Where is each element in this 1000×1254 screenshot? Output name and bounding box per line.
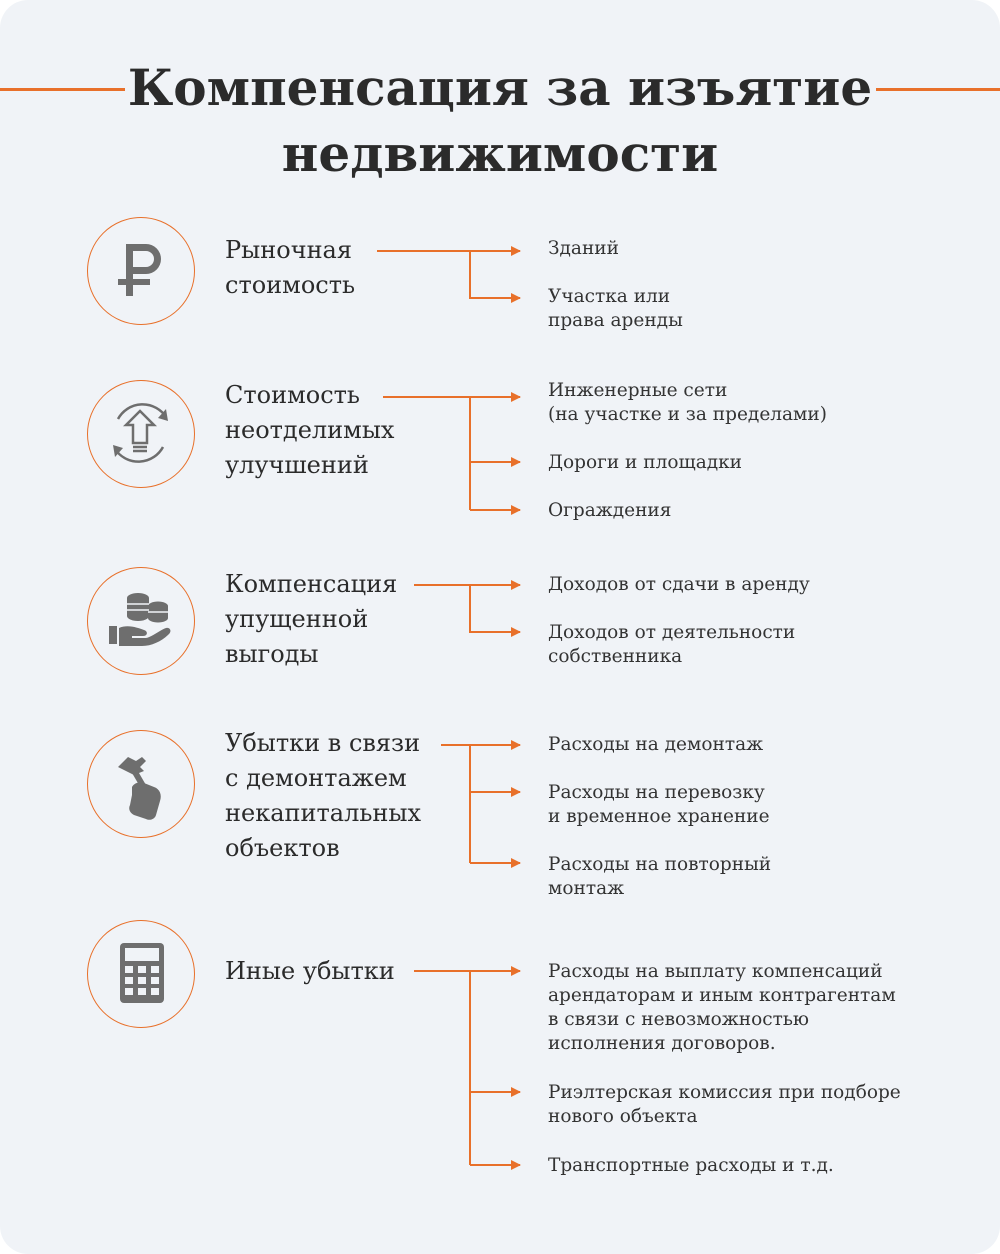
item-label-3-1: Доходов от сдачи в аренду xyxy=(548,574,810,595)
category-label-2: Стоимость неотделимых улучшений xyxy=(225,381,395,479)
item-label-1-1: Зданий xyxy=(548,238,619,259)
category-icon-circle-2 xyxy=(87,380,195,488)
connector-2 xyxy=(383,397,520,510)
item-label-3-2: Доходов от деятельности собственника xyxy=(548,622,796,667)
category-icon-circle-5 xyxy=(87,920,195,1028)
page-title-line2: недвижимости xyxy=(281,124,719,183)
page-title-line1: Компенсация за изъятие xyxy=(127,58,873,117)
coins-in-hand-icon xyxy=(88,568,193,673)
item-label-4-1: Расходы на демонтаж xyxy=(548,734,764,755)
item-label-2-2: Дороги и площадки xyxy=(548,452,743,473)
category-icon-circle-3 xyxy=(87,567,195,675)
item-label-1-2: Участка или права аренды xyxy=(548,286,683,331)
category-icon-circle-4 xyxy=(87,730,195,838)
item-label-2-1: Инженерные сети (на участке и за пределами) xyxy=(548,380,827,425)
hammer-in-hand-icon xyxy=(88,731,193,836)
ruble-icon xyxy=(88,218,193,323)
connector-5 xyxy=(414,971,520,1165)
item-label-4-3: Расходы на повторный монтаж xyxy=(548,854,772,899)
category-label-4: Убытки в связи с демонтажем некапитальных объектов xyxy=(225,729,422,862)
connector-4 xyxy=(441,745,520,863)
item-label-5-2: Риэлтерская комиссия при подборе нового объекта xyxy=(548,1082,901,1127)
category-label-3: Компенсация упущенной выгоды xyxy=(225,570,398,668)
item-label-5-1: Расходы на выплату компенсаций арендаторам и иным контрагентам в связи с невозможностью исполнения договоров. xyxy=(548,961,896,1054)
connector-1 xyxy=(377,251,520,298)
category-label-5: Иные убытки xyxy=(225,957,395,985)
item-label-5-3: Транспортные расходы и т.д. xyxy=(548,1155,834,1176)
category-label-1: Рыночная стоимость xyxy=(225,236,356,299)
connector-3 xyxy=(414,585,520,632)
item-label-2-3: Ограждения xyxy=(548,500,672,521)
item-label-4-2: Расходы на перевозку и временное хранение xyxy=(548,782,770,827)
calculator-icon xyxy=(88,921,193,1026)
house-improvement-icon xyxy=(88,381,193,486)
category-icon-circle-1 xyxy=(87,217,195,325)
